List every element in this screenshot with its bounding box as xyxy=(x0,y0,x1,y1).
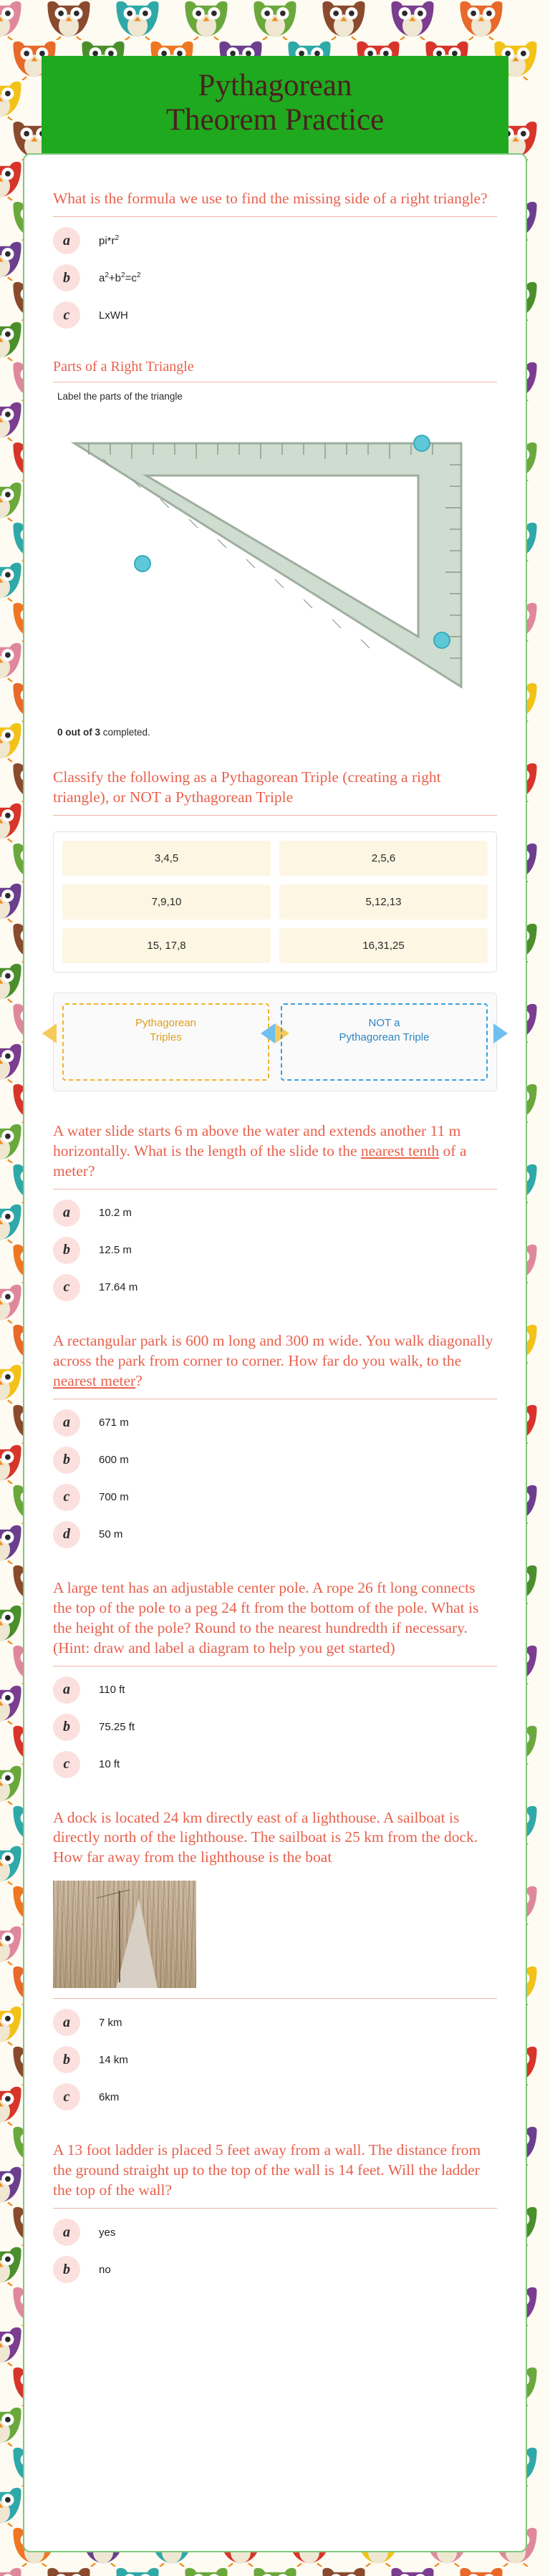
drag-item[interactable]: 16,31,25 xyxy=(279,928,488,963)
option-label: 6km xyxy=(99,2090,120,2103)
option-a[interactable] xyxy=(53,1409,497,1437)
drop-zone-not-pythagorean-triple[interactable] xyxy=(281,1003,488,1081)
option-letter: a xyxy=(53,2009,80,2036)
option-label: 600 m xyxy=(99,1454,129,1467)
option-d[interactable] xyxy=(53,1521,497,1548)
option-b[interactable] xyxy=(53,1447,497,1474)
option-b[interactable] xyxy=(53,1714,497,1741)
q2-text-before: A water slide starts 6 m above the water and extends another 11 m horizontally. What is the length of the slide to the xyxy=(53,1122,461,1160)
question-2-text xyxy=(53,1121,497,1190)
completion-suffix: completed. xyxy=(100,727,150,738)
question-5-divider xyxy=(53,1998,497,1999)
question-5-text: A dock is located 24 km directly east of a lighthouse. A sailboat is directly north of the lighthouse. The sailboat is 25 km from the dock. How far away from the lighthouse is the boat xyxy=(53,1808,478,1866)
question-2-options xyxy=(53,1200,497,1301)
drag-item[interactable]: 2,5,6 xyxy=(279,841,488,876)
page-title-line2: Theorem Practice xyxy=(165,103,385,138)
q2-underlined: nearest tenth xyxy=(360,1142,440,1160)
option-a[interactable] xyxy=(53,1200,497,1227)
q3-text-before: A rectangular park is 600 m long and 300 m wide. You walk diagonally across the park from corner to corner. How far do you walk, to the xyxy=(53,1331,493,1369)
option-letter: a xyxy=(53,2219,80,2246)
option-label: 10 ft xyxy=(99,1758,120,1770)
option-label: 75.25 ft xyxy=(99,1721,135,1733)
question-1-text: What is the formula we use to find the missing side of a right triangle? xyxy=(53,189,497,217)
option-label: 110 ft xyxy=(99,1684,125,1696)
option-label: $a^2+b^2=c^2$ xyxy=(99,271,141,285)
option-letter: b xyxy=(53,1237,80,1264)
drop-zone-label: NOT a Pythagorean Triple xyxy=(339,1017,430,1044)
option-label: 700 m xyxy=(99,1491,129,1504)
question-3 xyxy=(53,1331,497,1548)
option-letter: b xyxy=(53,1714,80,1741)
question-6-options xyxy=(53,2219,497,2283)
completion-count: 0 out of 3 xyxy=(57,727,100,738)
option-letter: b xyxy=(53,264,80,291)
draggable-values-table xyxy=(53,831,497,973)
drop-zone-label: Pythagorean Triples xyxy=(135,1017,197,1044)
question-6-text: A 13 foot ladder is placed 5 feet away from a wall. The distance from the ground straight up to the top of the wall is 14 feet. Will the ladder the top of the wall? xyxy=(53,2141,497,2209)
mast-line xyxy=(119,1891,120,1982)
page-title-line1: Pythagorean xyxy=(198,69,352,102)
option-label: LxWH xyxy=(99,309,128,322)
drag-item[interactable]: 7,9,10 xyxy=(62,884,271,920)
q3-text-after: ? xyxy=(135,1371,143,1389)
question-6 xyxy=(53,2141,497,2283)
classify-question-text: Classify the following as a Pythagorean Triple (creating a right triangle), or NOT a Pythagorean Triple xyxy=(53,768,497,816)
question-3-text xyxy=(53,1331,497,1399)
option-letter: a xyxy=(53,1677,80,1704)
worksheet-card xyxy=(23,153,527,2552)
option-b[interactable] xyxy=(53,264,497,291)
option-c[interactable] xyxy=(53,302,497,329)
option-label: 12.5 m xyxy=(99,1244,132,1257)
page-title xyxy=(49,69,501,138)
option-label: $pi*r^2$ xyxy=(99,234,120,248)
arrow-left-icon xyxy=(261,1023,275,1043)
option-b[interactable] xyxy=(53,2256,497,2283)
option-label: 10.2 m xyxy=(99,1207,132,1220)
right-triangle-ruler-diagram[interactable] xyxy=(60,422,490,715)
sailboat-photo xyxy=(53,1881,196,1988)
option-letter: d xyxy=(53,1521,80,1548)
triangle-hotspot-1 xyxy=(414,435,430,451)
sail-shape xyxy=(116,1898,158,1988)
section-instruction: Label the parts of the triangle xyxy=(57,391,183,402)
question-2 xyxy=(53,1121,497,1301)
option-b[interactable] xyxy=(53,2046,497,2073)
triangle-hotspot-2 xyxy=(135,556,150,571)
question-4 xyxy=(53,1578,497,1778)
option-letter: c xyxy=(53,1484,80,1511)
option-letter: a xyxy=(53,227,80,254)
option-c[interactable] xyxy=(53,1751,497,1778)
arrow-left-icon xyxy=(42,1023,57,1043)
option-a[interactable] xyxy=(53,2219,497,2246)
option-letter: b xyxy=(53,1447,80,1474)
option-label: 14 km xyxy=(99,2053,128,2066)
option-letter: c xyxy=(53,1751,80,1778)
drag-item[interactable]: 5,12,13 xyxy=(279,884,488,920)
question-5 xyxy=(53,1808,497,2111)
q2-text-after: of a meter? xyxy=(53,1142,467,1180)
option-label: 7 km xyxy=(99,2016,122,2029)
option-letter: c xyxy=(53,2083,80,2111)
question-4-options xyxy=(53,1677,497,1778)
option-letter: a xyxy=(53,1200,80,1227)
option-label: yes xyxy=(99,2226,116,2239)
question-1 xyxy=(53,189,497,329)
drag-item[interactable]: 15, 17,8 xyxy=(62,928,271,963)
drop-zone-pythagorean-triples[interactable] xyxy=(62,1003,269,1081)
option-label: 17.64 m xyxy=(99,1281,138,1294)
triangle-hotspot-3 xyxy=(434,632,450,648)
option-letter: b xyxy=(53,2046,80,2073)
classify-section xyxy=(53,768,497,1091)
question-3-options xyxy=(53,1409,497,1548)
completion-status xyxy=(57,727,497,738)
option-c[interactable] xyxy=(53,2083,497,2111)
option-letter: a xyxy=(53,1409,80,1437)
question-5-options xyxy=(53,2009,497,2111)
option-label: no xyxy=(99,2263,111,2276)
option-b[interactable] xyxy=(53,1237,497,1264)
arrow-right-icon xyxy=(493,1023,508,1043)
option-c[interactable] xyxy=(53,1484,497,1511)
parts-of-right-triangle-section xyxy=(53,359,497,738)
q3-underlined: nearest meter xyxy=(53,1371,136,1389)
option-a[interactable] xyxy=(53,2009,497,2036)
option-letter: c xyxy=(53,302,80,329)
question-4-text: A large tent has an adjustable center pole. A rope 26 ft long connects the top of the pole to a peg 24 ft from the bottom of the pole. What is the height of the pole? Round to the nearest hundredth if necessary. (Hint: draw and label a diagram to help you get started) xyxy=(53,1578,497,1666)
section-heading: Parts of a Right Triangle xyxy=(53,359,497,382)
option-label: 671 m xyxy=(99,1417,129,1429)
option-letter: c xyxy=(53,1274,80,1301)
title-banner xyxy=(42,56,508,153)
drag-item[interactable]: 3,4,5 xyxy=(62,841,271,876)
drop-zones-row xyxy=(53,993,497,1091)
question-1-options xyxy=(53,227,497,329)
option-label: 50 m xyxy=(99,1528,123,1541)
option-a[interactable] xyxy=(53,1677,497,1704)
option-a[interactable] xyxy=(53,227,497,254)
option-letter: b xyxy=(53,2256,80,2283)
option-c[interactable] xyxy=(53,1274,497,1301)
